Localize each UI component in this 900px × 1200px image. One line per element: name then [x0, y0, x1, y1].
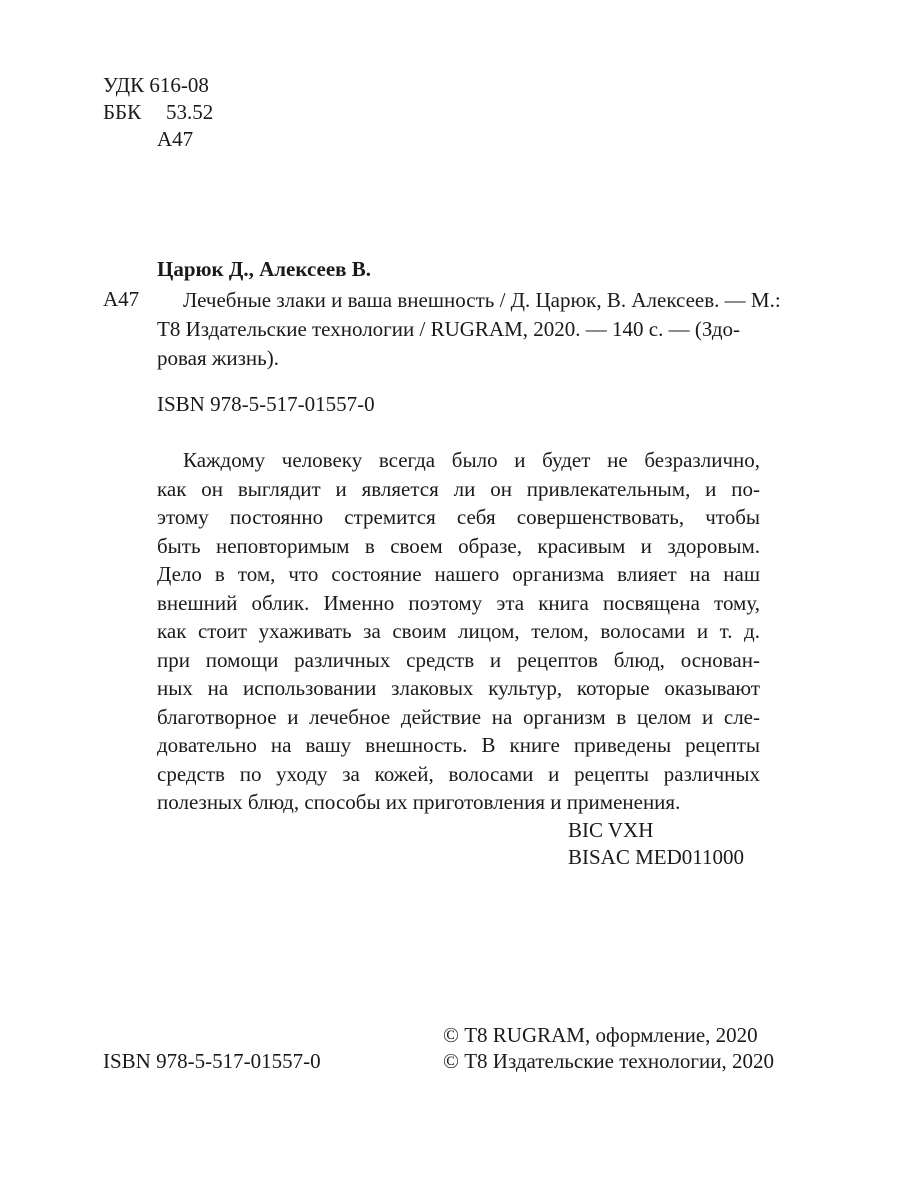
- annotation-line: как он выглядит и является ли он привлекательным, и по-: [157, 476, 760, 501]
- annotation-line: полезных блюд, способы их приготовления и применения.: [157, 790, 681, 814]
- annotation-line: Каждому человеку всегда было и будет не безразлично,: [183, 448, 760, 472]
- bibliographic-description: [157, 286, 781, 373]
- copyright-publisher: © Т8 Издательские технологии, 2020: [443, 1049, 774, 1073]
- annotation-line: довательно на вашу внешность. В книге приведены рецепты: [157, 733, 760, 757]
- bic-code: BIC VXH: [568, 818, 654, 842]
- annotation-line: средств по уходу за кожей, волосами и рецепты различных: [157, 761, 760, 786]
- udk-code: УДК 616-08: [103, 73, 209, 97]
- annotation-line: внешний облик. Именно поэтому эта книга посвящена тому,: [157, 590, 760, 615]
- record-cutter-mark: А47: [103, 287, 140, 311]
- annotation: [157, 446, 760, 817]
- cutter-mark: А47: [157, 127, 194, 151]
- authors-heading: Царюк Д., Алексеев В.: [157, 257, 372, 281]
- biblio-line: Лечебные злаки и ваша внешность / Д. Царюк, В. Алексеев. — М.:: [183, 288, 781, 312]
- annotation-line: Дело в том, что состояние нашего организма влияет на наш: [157, 562, 760, 586]
- biblio-line: Т8 Издательские технологии / RUGRAM, 2020. — 140 с. — (Здо-: [157, 317, 741, 341]
- annotation-line: быть неповторимым в своем образе, красивым и здоровым.: [157, 533, 760, 558]
- bisac-code: BISAC MED011000: [568, 845, 744, 869]
- isbn: ISBN 978-5-517-01557-0: [157, 392, 375, 416]
- biblio-line: ровая жизнь).: [157, 346, 279, 370]
- annotation-line: благотворное и лечебное действие на организм в целом и сле-: [157, 704, 760, 729]
- annotation-line: при помощи различных средств и рецептов блюд, основан-: [157, 647, 760, 672]
- annotation-line: как стоит ухаживать за своим лицом, телом, волосами и т. д.: [157, 619, 760, 643]
- bbk-code: 53.52: [166, 100, 214, 124]
- copyright-design: © Т8 RUGRAM, оформление, 2020: [443, 1023, 758, 1047]
- annotation-line: ных на использовании злаковых культур, которые оказывают: [157, 676, 760, 700]
- annotation-line: этому постоянно стремится себя совершенствовать, чтобы: [157, 505, 760, 529]
- bbk-label: ББК: [103, 100, 142, 124]
- footer-isbn: ISBN 978-5-517-01557-0: [103, 1049, 321, 1073]
